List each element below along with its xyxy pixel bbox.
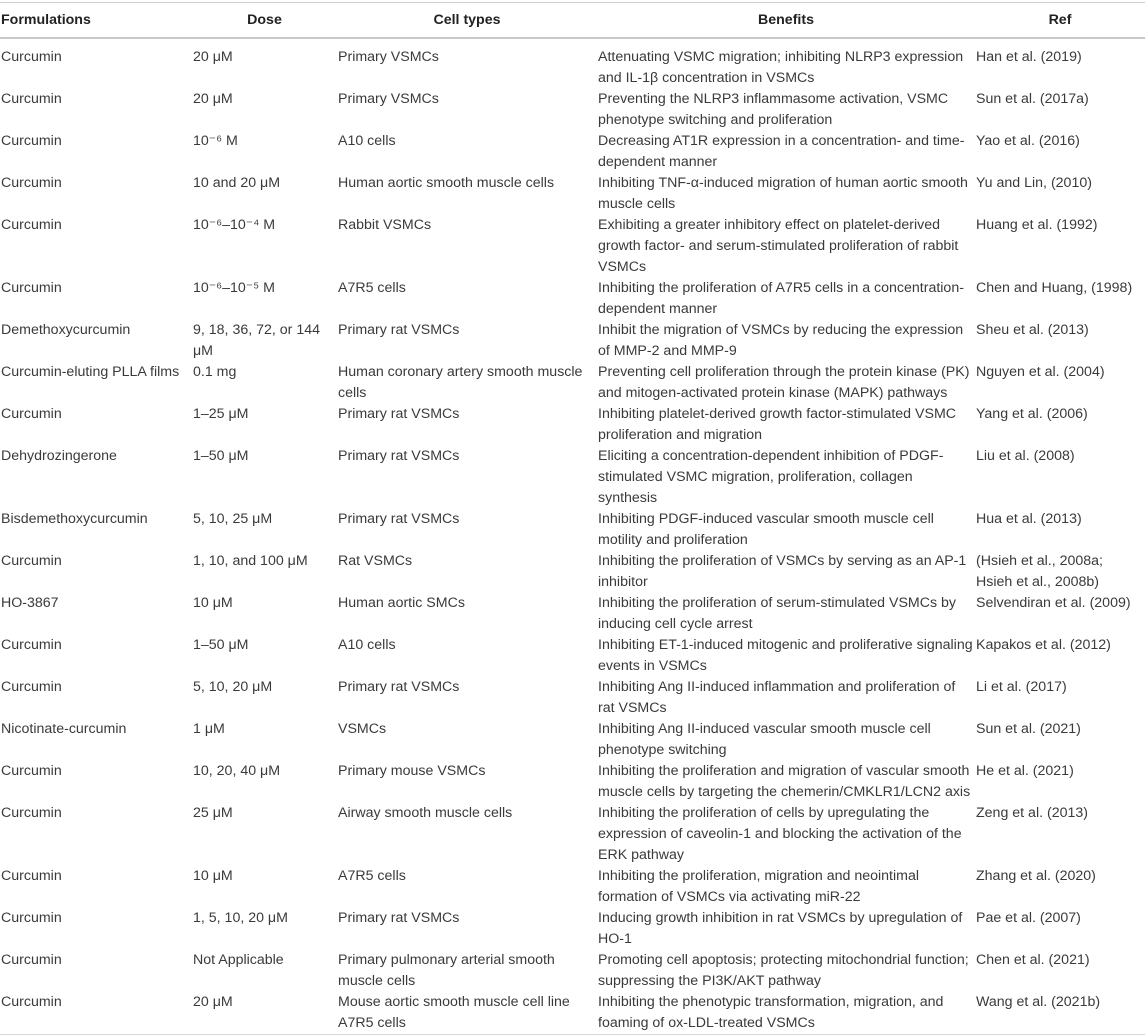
table-row <box>0 320 1145 362</box>
dose-cell: 1–25 μM <box>193 406 249 422</box>
dose-cell: 10⁻⁶ M <box>193 133 238 149</box>
table-header-row <box>0 3 1145 39</box>
header-formulations: Formulations <box>1 12 91 28</box>
table-row <box>0 362 1145 404</box>
table-row <box>0 278 1145 320</box>
ref-cell: Nguyen et al. (2004) <box>976 364 1105 380</box>
table-row <box>0 89 1145 131</box>
ref-cell: He et al. (2021) <box>976 763 1074 779</box>
benefits-cell: Exhibiting a greater inhibitory effect on platelet-derived growth factor- and serum-stimulated proliferation of rabbit VSMCs <box>598 217 959 275</box>
cell-type-cell: A10 cells <box>338 637 396 653</box>
formulation-cell: Curcumin <box>1 952 62 968</box>
ref-cell: Chen and Huang, (1998) <box>976 280 1133 296</box>
formulation-cell: Curcumin <box>1 994 62 1010</box>
formulation-cell: Curcumin <box>1 910 62 926</box>
benefits-cell: Inhibiting the proliferation and migration of vascular smooth muscle cells by targeting the chemerin/CMKLR1/LCN2 axis <box>598 763 971 800</box>
header-benefits: Benefits <box>758 12 814 28</box>
benefits-cell: Inhibiting Ang II-induced inflammation and proliferation of rat VSMCs <box>598 679 956 716</box>
dose-cell: 10, 20, 40 μM <box>193 763 281 779</box>
dose-cell: 1, 10, and 100 μM <box>193 553 308 569</box>
formulation-cell: Curcumin <box>1 217 62 233</box>
benefits-cell: Inhibit the migration of VSMCs by reducing the expression of MMP-2 and MMP-9 <box>598 322 964 359</box>
ref-cell: Selvendiran et al. (2009) <box>976 595 1131 611</box>
formulation-cell: Curcumin <box>1 49 62 65</box>
table-row <box>0 215 1145 278</box>
cell-type-cell: Primary pulmonary arterial smooth muscle cells <box>338 952 555 989</box>
formulation-cell: Curcumin <box>1 679 62 695</box>
header-dose: Dose <box>247 12 282 28</box>
table-row <box>0 992 1145 1035</box>
formulation-cell: Nicotinate-curcumin <box>1 721 127 737</box>
benefits-cell: Inhibiting the phenotypic transformation, migration, and foaming of ox-LDL-treated VSMCs <box>598 994 944 1031</box>
cell-type-cell: Primary rat VSMCs <box>338 406 460 422</box>
benefits-cell: Preventing the NLRP3 inflammasome activation, VSMC phenotype switching and proliferation <box>598 91 949 128</box>
dose-cell: 10⁻⁶–10⁻⁵ M <box>193 280 275 296</box>
ref-cell: Huang et al. (1992) <box>976 217 1098 233</box>
cell-type-cell: A10 cells <box>338 133 396 149</box>
table-row <box>0 509 1145 551</box>
benefits-cell: Promoting cell apoptosis; protecting mitochondrial function; suppressing the PI3K/AKT pathway <box>598 952 969 989</box>
dose-cell: 1 μM <box>193 721 225 737</box>
ref-cell: Han et al. (2019) <box>976 49 1082 65</box>
cell-type-cell: A7R5 cells <box>338 280 406 296</box>
table-row <box>0 761 1145 803</box>
ref-cell: Zeng et al. (2013) <box>976 805 1088 821</box>
benefits-cell: Eliciting a concentration-dependent inhibition of PDGF-stimulated VSMC migration, proliferation, collagen synthesis <box>598 448 944 506</box>
formulation-cell: Curcumin <box>1 805 62 821</box>
benefits-cell: Inhibiting the proliferation of cells by upregulating the expression of caveolin-1 and blocking the activation of the ERK pathway <box>598 805 962 863</box>
dose-cell: 9, 18, 36, 72, or 144 μM <box>193 322 320 359</box>
formulation-cell: Curcumin <box>1 133 62 149</box>
ref-cell: Yu and Lin, (2010) <box>976 175 1092 191</box>
cell-type-cell: Rat VSMCs <box>338 553 413 569</box>
cell-type-cell: Primary rat VSMCs <box>338 910 460 926</box>
table-row <box>0 404 1145 446</box>
benefits-cell: Inhibiting the proliferation of serum-stimulated VSMCs by inducing cell cycle arrest <box>598 595 956 632</box>
ref-cell: Yang et al. (2006) <box>976 406 1088 422</box>
benefits-cell: Attenuating VSMC migration; inhibiting NLRP3 expression and IL-1β concentration in VSMCs <box>598 49 964 86</box>
dose-cell: 20 μM <box>193 49 233 65</box>
table-row <box>0 173 1145 215</box>
benefits-cell: Inhibiting PDGF-induced vascular smooth muscle cell motility and proliferation <box>598 511 934 548</box>
dose-cell: 10 and 20 μM <box>193 175 281 191</box>
formulation-cell: Demethoxycurcumin <box>1 322 131 338</box>
table-row <box>0 635 1145 677</box>
dose-cell: 10 μM <box>193 595 233 611</box>
cell-type-cell: Mouse aortic smooth muscle cell line A7R5 cells <box>338 994 570 1031</box>
benefits-cell: Preventing cell proliferation through the protein kinase (PK) and mitogen-activated protein kinase (MAPK) pathways <box>598 364 970 401</box>
header-ref: Ref <box>1048 12 1072 28</box>
formulation-cell: Curcumin <box>1 637 62 653</box>
ref-cell: Sun et al. (2021) <box>976 721 1081 737</box>
formulation-cell: Dehydrozingerone <box>1 448 117 464</box>
ref-cell: Li et al. (2017) <box>976 679 1067 695</box>
formulation-cell: Curcumin-eluting PLLA films <box>1 364 180 380</box>
table-row <box>0 719 1145 761</box>
ref-cell: Sun et al. (2017a) <box>976 91 1089 107</box>
dose-cell: 5, 10, 25 μM <box>193 511 273 527</box>
ref-cell: Hua et al. (2013) <box>976 511 1082 527</box>
cell-type-cell: Primary rat VSMCs <box>338 679 460 695</box>
table-row <box>0 950 1145 992</box>
benefits-cell: Inducing growth inhibition in rat VSMCs by upregulation of HO-1 <box>598 910 963 947</box>
formulations-table <box>0 2 1145 1035</box>
ref-cell: Chen et al. (2021) <box>976 952 1090 968</box>
ref-cell: (Hsieh et al., 2008a; Hsieh et al., 2008b) <box>976 553 1103 590</box>
ref-cell: Yao et al. (2016) <box>976 133 1080 149</box>
formulation-cell: Curcumin <box>1 91 62 107</box>
ref-cell: Sheu et al. (2013) <box>976 322 1089 338</box>
cell-type-cell: Human aortic SMCs <box>338 595 465 611</box>
benefits-cell: Inhibiting platelet-derived growth factor-stimulated VSMC proliferation and migration <box>598 406 957 443</box>
cell-type-cell: Primary rat VSMCs <box>338 511 460 527</box>
cell-type-cell: A7R5 cells <box>338 868 406 884</box>
dose-cell: 1–50 μM <box>193 637 249 653</box>
ref-cell: Wang et al. (2021b) <box>976 994 1101 1010</box>
formulation-cell: Bisdemethoxycurcumin <box>1 511 148 527</box>
table-row <box>0 908 1145 950</box>
cell-type-cell: Human coronary artery smooth muscle cells <box>338 364 583 401</box>
dose-cell: 10 μM <box>193 868 233 884</box>
dose-cell: 0.1 mg <box>193 364 237 380</box>
cell-type-cell: Primary rat VSMCs <box>338 448 460 464</box>
benefits-cell: Inhibiting the proliferation of A7R5 cells in a concentration-dependent manner <box>598 280 964 317</box>
table-row <box>0 677 1145 719</box>
cell-type-cell: Primary VSMCs <box>338 91 439 107</box>
ref-cell: Pae et al. (2007) <box>976 910 1081 926</box>
dose-cell: 20 μM <box>193 994 233 1010</box>
formulation-cell: Curcumin <box>1 868 62 884</box>
benefits-cell: Decreasing AT1R expression in a concentration- and time-dependent manner <box>598 133 965 170</box>
dose-cell: 25 μM <box>193 805 233 821</box>
dose-cell: 20 μM <box>193 91 233 107</box>
formulation-cell: Curcumin <box>1 280 62 296</box>
benefits-cell: Inhibiting ET-1-induced mitogenic and proliferative signaling events in VSMCs <box>598 637 973 674</box>
benefits-cell: Inhibiting Ang II-induced vascular smooth muscle cell phenotype switching <box>598 721 931 758</box>
dose-cell: Not Applicable <box>193 952 284 968</box>
dose-cell: 1, 5, 10, 20 μM <box>193 910 288 926</box>
benefits-cell: Inhibiting the proliferation, migration and neointimal formation of VSMCs via activating miR-22 <box>598 868 919 905</box>
table-row <box>0 446 1145 509</box>
cell-type-cell: Primary VSMCs <box>338 49 439 65</box>
cell-type-cell: Rabbit VSMCs <box>338 217 432 233</box>
header-cell-types: Cell types <box>433 12 501 28</box>
formulation-cell: HO-3867 <box>1 595 59 611</box>
benefits-cell: Inhibiting the proliferation of VSMCs by serving as an AP-1 inhibitor <box>598 553 967 590</box>
formulation-cell: Curcumin <box>1 406 62 422</box>
table-row <box>0 131 1145 173</box>
table-row <box>0 38 1145 89</box>
cell-type-cell: Primary mouse VSMCs <box>338 763 486 779</box>
benefits-cell: Inhibiting TNF-α-induced migration of human aortic smooth muscle cells <box>598 175 968 212</box>
dose-cell: 10⁻⁶–10⁻⁴ M <box>193 217 276 233</box>
cell-type-cell: Human aortic smooth muscle cells <box>338 175 555 191</box>
dose-cell: 1–50 μM <box>193 448 249 464</box>
cell-type-cell: Airway smooth muscle cells <box>338 805 513 821</box>
ref-cell: Zhang et al. (2020) <box>976 868 1096 884</box>
formulation-cell: Curcumin <box>1 553 62 569</box>
table-row <box>0 866 1145 908</box>
cell-type-cell: VSMCs <box>338 721 387 737</box>
ref-cell: Kapakos et al. (2012) <box>976 637 1111 653</box>
ref-cell: Liu et al. (2008) <box>976 448 1075 464</box>
formulation-cell: Curcumin <box>1 175 62 191</box>
dose-cell: 5, 10, 20 μM <box>193 679 273 695</box>
formulation-cell: Curcumin <box>1 763 62 779</box>
table-row <box>0 803 1145 866</box>
table-row <box>0 593 1145 635</box>
cell-type-cell: Primary rat VSMCs <box>338 322 460 338</box>
table-row <box>0 551 1145 593</box>
